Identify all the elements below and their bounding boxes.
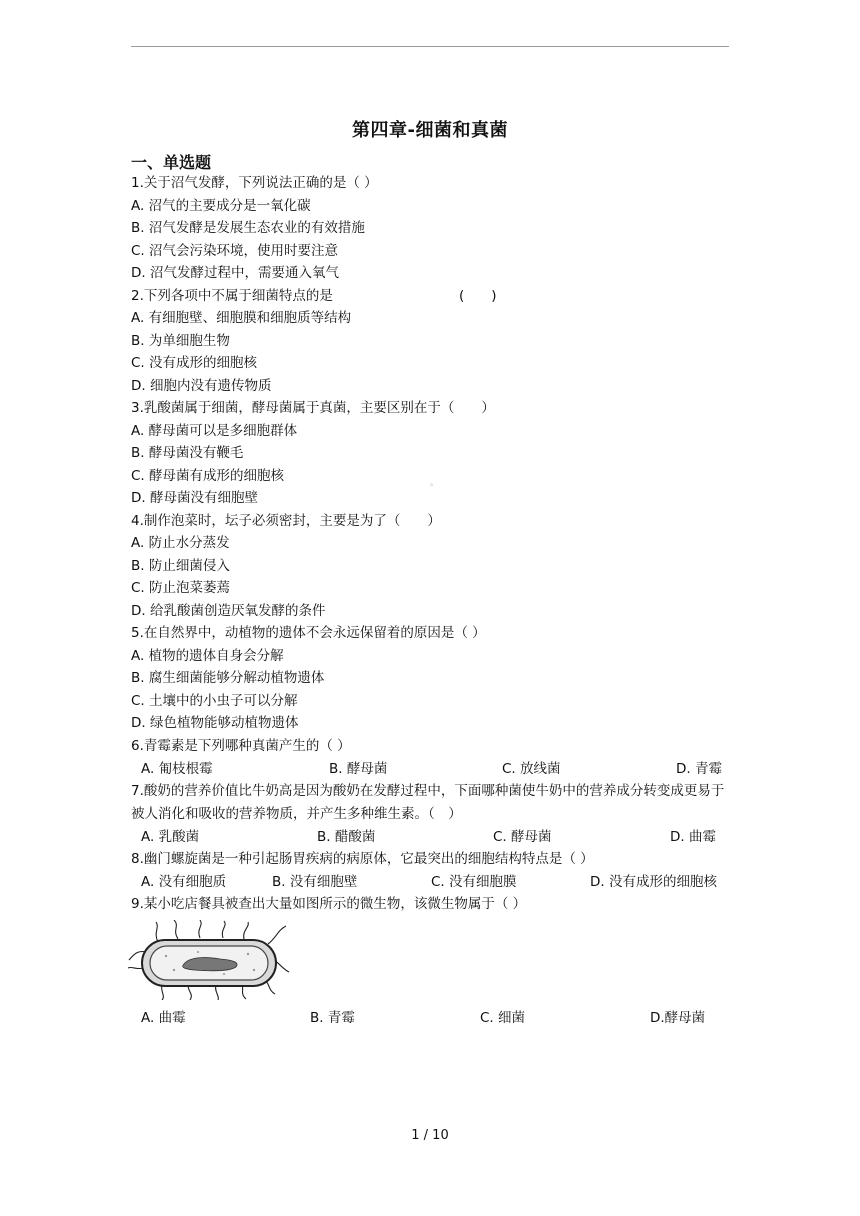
question-2-answer-paren: ( )	[459, 288, 497, 304]
question-7-options	[141, 828, 731, 846]
question-5-stem: 5.在自然界中，动植物的遗体不会永远保留着的原因是（ ）	[131, 625, 486, 641]
stray-mark: 。	[430, 478, 438, 487]
question-9-option-d: D.酵母菌	[650, 1010, 706, 1026]
question-3-option-c: C. 酵母菌有成形的细胞核	[131, 468, 285, 484]
question-2-option-c: C. 没有成形的细胞核	[131, 355, 258, 371]
question-4-option-b: B. 防止细菌侵入	[131, 558, 230, 574]
question-6-stem: 6.青霉素是下列哪种真菌产生的（ ）	[131, 738, 351, 754]
question-3-option-d: D. 酵母菌没有细胞壁	[131, 490, 258, 506]
question-3-stem: 3.乳酸菌属于细菌，酵母菌属于真菌，主要区别在于（ ）	[131, 400, 495, 416]
question-4-option-d: D. 给乳酸菌创造厌氧发酵的条件	[131, 603, 326, 619]
question-8-option-a: A. 没有细胞质	[141, 874, 227, 890]
question-6-options	[141, 760, 731, 778]
question-3-option-a: A. 酵母菌可以是多细胞群体	[131, 423, 298, 439]
question-5-option-d: D. 绿色植物能够动植物遗体	[131, 715, 299, 731]
bacterium-with-flagella-icon	[128, 920, 290, 1000]
question-9-option-c: C. 细菌	[480, 1010, 526, 1026]
question-4-option-c: C. 防止泡菜萎蔫	[131, 580, 231, 596]
question-2-option-b: B. 为单细胞生物	[131, 333, 230, 349]
question-8-options	[141, 873, 731, 891]
question-6-option-c: C. 放线菌	[502, 761, 561, 777]
question-2-stem: 2.下列各项中不属于细菌特点的是	[131, 288, 333, 304]
question-2-option-a: A. 有细胞壁、细胞膜和细胞质等结构	[131, 310, 352, 326]
question-7-option-a: A. 乳酸菌	[141, 829, 200, 845]
question-8-option-d: D. 没有成形的细胞核	[590, 874, 717, 890]
question-8-option-c: C. 没有细胞膜	[431, 874, 517, 890]
question-1-option-a: A. 沼气的主要成分是一氧化碳	[131, 198, 311, 214]
bacterium-figure	[128, 920, 290, 1000]
question-9-stem: 9.某小吃店餐具被查出大量如图所示的微生物，该微生物属于（ ）	[131, 896, 527, 912]
question-6-option-a: A. 匍枝根霉	[141, 761, 213, 777]
question-9-option-a: A. 曲霉	[141, 1010, 186, 1026]
question-6-option-b: B. 酵母菌	[329, 761, 388, 777]
page-number: 1 / 10	[411, 1128, 449, 1143]
question-2-option-d: D. 细胞内没有遗传物质	[131, 378, 272, 394]
page-title: 第四章-细菌和真菌	[352, 120, 508, 141]
question-1-option-c: C. 沼气会污染环境，使用时要注意	[131, 243, 339, 259]
question-7-option-d: D. 曲霉	[670, 829, 716, 845]
question-7-stem: 7.酸奶的营养价值比牛奶高是因为酸奶在发酵过程中，下面哪种菌使牛奶中的营养成分转变成更易于被人消化和吸收的营养物质，并产生多种维生素。（ ）	[131, 783, 725, 822]
question-6-option-d: D. 青霉	[676, 761, 722, 777]
question-8-stem: 8.幽门螺旋菌是一种引起肠胃疾病的病原体，它最突出的细胞结构特点是（ ）	[131, 851, 594, 867]
question-5-option-b: B. 腐生细菌能够分解动植物遗体	[131, 670, 325, 686]
question-9-option-b: B. 青霉	[310, 1010, 355, 1026]
question-1-stem: 1.关于沼气发酵，下列说法正确的是（ ）	[131, 175, 378, 191]
question-3-option-b: B. 酵母菌没有鞭毛	[131, 445, 244, 461]
question-4-option-a: A. 防止水分蒸发	[131, 535, 230, 551]
question-5-option-a: A. 植物的遗体自身会分解	[131, 648, 284, 664]
question-7-option-c: C. 酵母菌	[493, 829, 552, 845]
question-1-option-d: D. 沼气发酵过程中，需要通入氧气	[131, 265, 339, 281]
question-8-option-b: B. 没有细胞壁	[272, 874, 358, 890]
question-1-option-b: B. 沼气发酵是发展生态农业的有效措施	[131, 220, 365, 236]
question-5-option-c: C. 土壤中的小虫子可以分解	[131, 693, 298, 709]
question-7-option-b: B. 醋酸菌	[317, 829, 376, 845]
question-9-options	[141, 1009, 731, 1027]
question-4-stem: 4.制作泡菜时，坛子必须密封，主要是为了（ ）	[131, 513, 441, 529]
header-rule	[131, 46, 729, 47]
section-heading: 一、单选题	[131, 153, 212, 172]
